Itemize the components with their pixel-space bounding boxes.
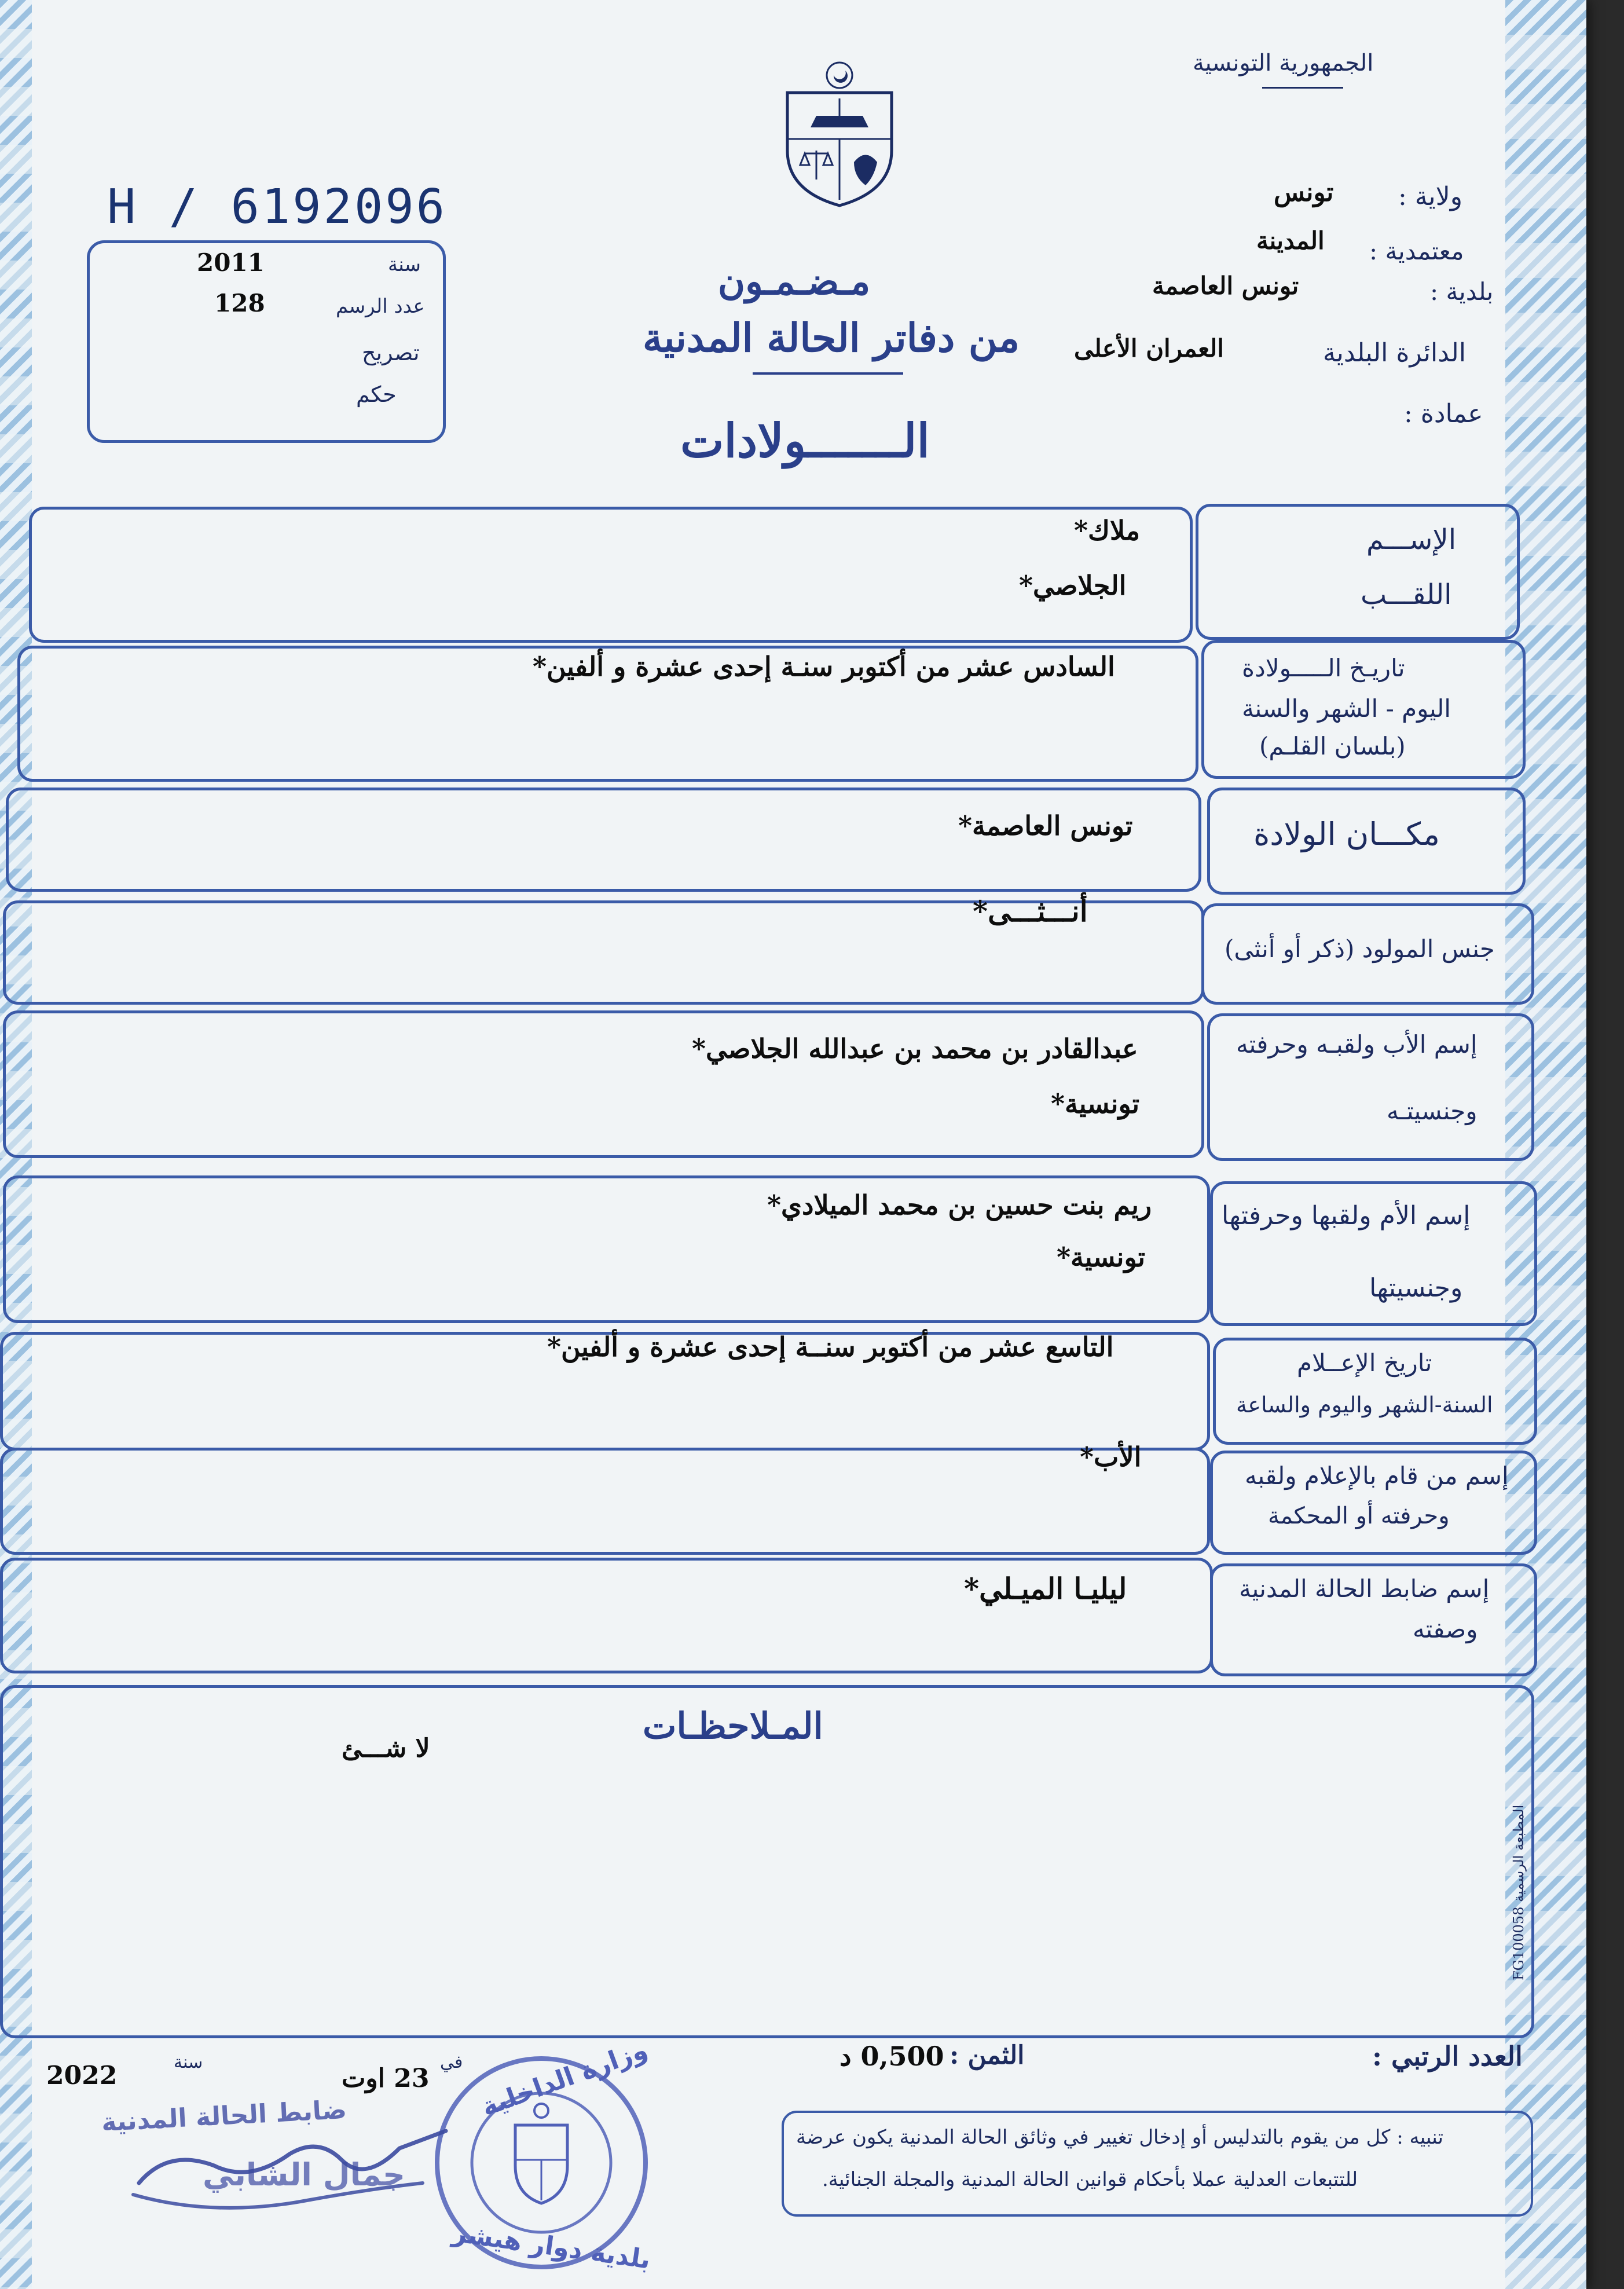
registry-year-label: سنة bbox=[388, 253, 421, 276]
coat-of-arms-icon bbox=[776, 52, 903, 208]
label-birth-date: تاريـخ الـــــولادة bbox=[1242, 654, 1405, 682]
value-birth-place: تونس العاصمة* bbox=[958, 810, 1133, 841]
handwritten-signature bbox=[98, 2096, 457, 2229]
value-father-nationality: تونسية* bbox=[1051, 1088, 1140, 1119]
stamp-ring-top: وزارة الداخلية bbox=[478, 2035, 652, 2122]
baladia-label: بلدية : bbox=[1430, 277, 1494, 306]
value-first-name: ملاك* bbox=[1074, 515, 1141, 546]
label-father-nationality: وجنسيتـه bbox=[1387, 1097, 1478, 1125]
field-value-box bbox=[29, 507, 1193, 643]
document-title-main: من دفاتر الحالة المدنية bbox=[643, 315, 1020, 361]
label-officer-title: وصفته bbox=[1413, 1615, 1478, 1643]
value-father: عبدالقادر بن محمد بن عبدالله الجلاصي* bbox=[692, 1033, 1138, 1064]
value-mother: ريم بنت حسين بن محمد الميلادي* bbox=[767, 1189, 1152, 1221]
field-label-box bbox=[1196, 504, 1520, 640]
registry-number-label: عدد الرسم bbox=[336, 295, 425, 318]
value-sex: أنـــثـــى* bbox=[973, 894, 1088, 928]
serial-number: H / 6192096 bbox=[107, 180, 448, 235]
price-label: الثمن : bbox=[950, 2041, 1025, 2070]
registry-number-value: 128 bbox=[214, 289, 265, 317]
value-mother-nationality: تونسية* bbox=[1057, 1241, 1146, 1273]
value-declaration-date: التاسع عشر من أكتوبر سنــة إحدى عشرة و ألفين* bbox=[547, 1331, 1114, 1363]
title-underline bbox=[753, 372, 903, 375]
warning-line-1: تنبيه : كل من يقوم بالتدليس أو إدخال تغيير في وثائق الحالة المدنية يكون عرضة bbox=[796, 2126, 1443, 2149]
moatamadia-label: معتمدية : bbox=[1369, 237, 1464, 265]
stamp-ring-bottom: بلدية دوار هيشر bbox=[450, 2218, 652, 2275]
date-year-value: 2022 bbox=[46, 2061, 118, 2090]
remarks-value: لا شـــئ bbox=[342, 1734, 430, 1763]
label-officer: إسم ضابط الحالة المدنية bbox=[1239, 1574, 1490, 1603]
label-father: إسم الأب ولقبـه وحرفته bbox=[1236, 1030, 1478, 1059]
daira-label: الدائرة البلدية bbox=[1323, 338, 1466, 368]
value-birth-date: السادس عشر من أكتوبر سنـة إحدى عشرة و ألفين* bbox=[533, 651, 1115, 682]
omada-label: عمادة : bbox=[1404, 399, 1483, 428]
republic-name: الجمهورية التونسية bbox=[1193, 50, 1374, 76]
signature-seal-line-1: ضابط الحالة المدنية bbox=[100, 2094, 348, 2138]
wilaya-label: ولاية : bbox=[1398, 182, 1462, 211]
registry-judgment-label: حكم bbox=[356, 382, 397, 407]
label-mother: إسم الأم ولقبها وحرفتها bbox=[1222, 1201, 1471, 1230]
ordinal-label: العدد الرتبي : bbox=[1372, 2041, 1523, 2072]
value-last-name: الجلاصي* bbox=[1019, 570, 1127, 601]
label-birth-place: مكـــان الولادة bbox=[1253, 816, 1440, 852]
document-title-top: مـضـمـون bbox=[718, 260, 871, 303]
value-declarant: الأب* bbox=[1080, 1441, 1142, 1473]
field-value-box bbox=[0, 1448, 1210, 1555]
warning-line-2: للتتبعات العدلية عملا بأحكام قوانين الحالة المدنية والمجلة الجنائية. bbox=[822, 2168, 1358, 2191]
date-year-label: سنة bbox=[174, 2052, 203, 2072]
baladia-value: تونس العاصمة bbox=[1152, 272, 1299, 300]
value-officer: ليليـا الميـلي* bbox=[964, 1572, 1127, 1606]
remarks-title: المـلاحظـات bbox=[643, 1705, 823, 1747]
date-prefix: في bbox=[440, 2052, 463, 2072]
registry-year-value: 2011 bbox=[197, 248, 265, 277]
date-value: 23 اوت bbox=[342, 2064, 430, 2093]
label-mother-nationality: وجنسيتها bbox=[1369, 1273, 1463, 1303]
label-declarant-role: وحرفته أو المحكمة bbox=[1268, 1503, 1450, 1529]
section-title-births: الـــــــولادات bbox=[680, 413, 930, 468]
margin-printer-mark: المطبعة الرسمية FG100058 bbox=[1511, 1804, 1527, 1980]
price-value: 0,500 د bbox=[840, 2041, 944, 2072]
label-declarant: إسم من قام بالإعلام ولقبه bbox=[1245, 1462, 1509, 1490]
label-first-name: الإســـم bbox=[1366, 523, 1457, 556]
republic-underline bbox=[1262, 87, 1343, 89]
label-birth-date-format: اليوم - الشهر والسنة bbox=[1242, 694, 1451, 723]
label-last-name: اللقـــب bbox=[1361, 578, 1452, 611]
label-birth-date-note: (بلسان القلـم) bbox=[1259, 732, 1406, 760]
label-declaration-date-format: السنة-الشهر واليوم والساعة bbox=[1236, 1392, 1493, 1418]
wilaya-value: تونس bbox=[1274, 178, 1334, 207]
daira-value: العمران الأعلى bbox=[1074, 334, 1224, 362]
registry-declaration-label: تصريح bbox=[362, 340, 420, 365]
label-declaration-date: تاريخ الإعــلام bbox=[1297, 1349, 1432, 1377]
moatamadia-value: المدينة bbox=[1256, 226, 1325, 255]
label-sex: جنس المولود (ذكر أو أنثى) bbox=[1225, 935, 1495, 963]
signature-seal-line-2: جمال الشابي bbox=[203, 2156, 405, 2193]
